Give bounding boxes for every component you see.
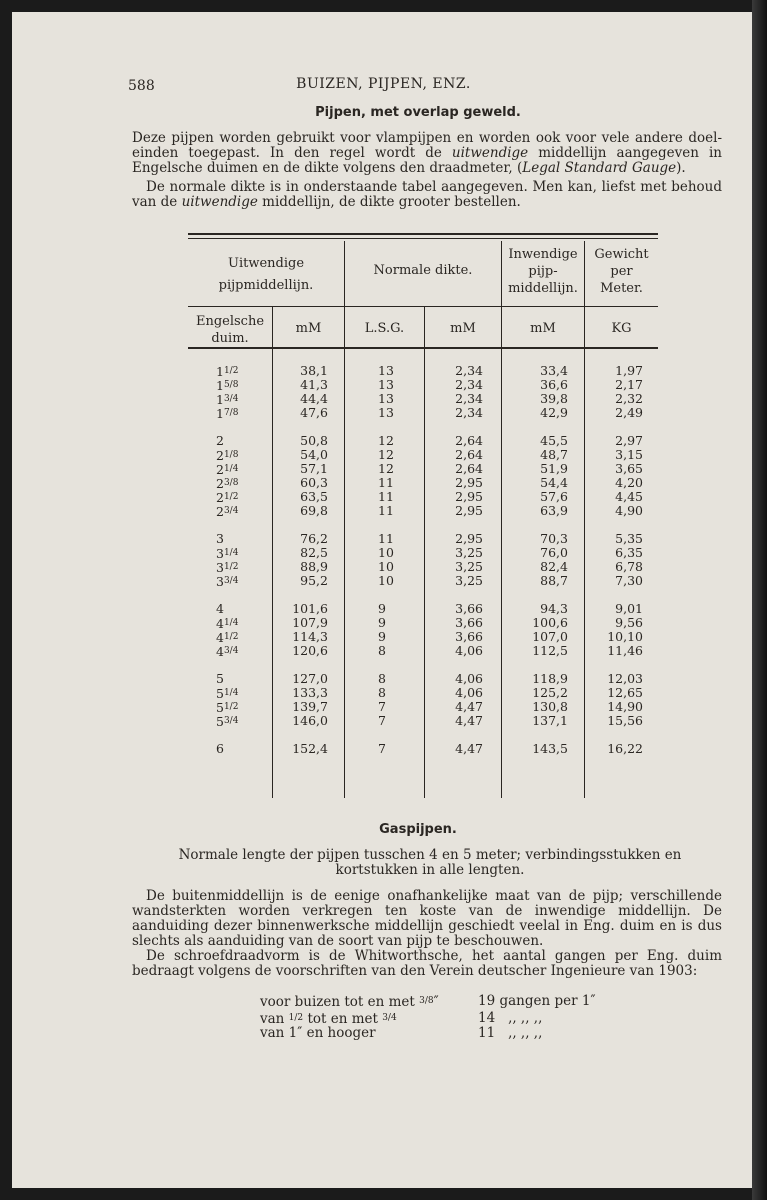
column-duim <box>216 364 272 756</box>
cell-mm: 60,3 <box>300 475 328 490</box>
cell-duim: 4 <box>216 601 224 616</box>
cell-inw: 107,0 <box>532 629 568 644</box>
cell-inw: 70,3 <box>540 531 568 546</box>
cell-inw: 125,2 <box>532 685 568 700</box>
cell-kg: 2,17 <box>615 377 643 392</box>
thread-count-1: 19 gangen per 1″ <box>478 993 596 1009</box>
cell-kg: 6,78 <box>615 559 643 574</box>
cell-lsg: 7 <box>378 699 386 714</box>
cell-duim: $4^{1/2}$ <box>216 630 239 645</box>
pipe-table <box>188 233 658 798</box>
cell-duim: $3^{1/2}$ <box>216 560 239 575</box>
cell-kg: 3,15 <box>615 447 643 462</box>
header-inwendige: Inwendige pijp- middellijn. <box>508 247 578 296</box>
cell-lsg: 11 <box>378 475 394 490</box>
cell-mm: 38,1 <box>300 363 328 378</box>
cell-mm: 101,6 <box>292 601 328 616</box>
cell-kg: 12,65 <box>607 685 643 700</box>
cell-inw: 63,9 <box>540 503 568 518</box>
cell-kg: 10,10 <box>607 629 643 644</box>
cell-mm: 88,9 <box>300 559 328 574</box>
cell-mm: 69,8 <box>300 503 328 518</box>
cell-inw: 33,4 <box>540 363 568 378</box>
cell-inw: 57,6 <box>540 489 568 504</box>
column-mm <box>278 364 328 756</box>
cell-mm: 120,6 <box>292 643 328 658</box>
cell-dikte: 2,95 <box>455 475 483 490</box>
cell-mm: 139,7 <box>292 699 328 714</box>
intro-paragraph-1: Deze pijpen worden gebruikt voor vlampijpen en worden ook voor vele andere doeleinden toegepast. In den regel wordt de uitwendige middellijn aangegeven in Engelsche duimen en de dikte volgens den draadmeter, (Legal Standard Gauge). <box>132 130 722 176</box>
cell-mm: 133,3 <box>292 685 328 700</box>
cell-inw: 45,5 <box>540 433 568 448</box>
cell-inw: 36,6 <box>540 377 568 392</box>
cell-kg: 2,97 <box>615 433 643 448</box>
cell-lsg: 9 <box>378 629 386 644</box>
cell-inw: 130,8 <box>532 699 568 714</box>
cell-duim: 6 <box>216 741 224 756</box>
cell-inw: 54,4 <box>540 475 568 490</box>
cell-dikte: 2,64 <box>455 461 483 476</box>
cell-kg: 7,30 <box>615 573 643 588</box>
cell-mm: 152,4 <box>292 741 328 756</box>
cell-duim: 3 <box>216 531 224 546</box>
cell-kg: 12,03 <box>607 671 643 686</box>
cell-lsg: 9 <box>378 615 386 630</box>
cell-lsg: 12 <box>378 461 394 476</box>
cell-duim: $2^{1/2}$ <box>216 490 239 505</box>
cell-lsg: 7 <box>378 713 386 728</box>
cell-duim: $1^{5/8}$ <box>216 378 239 393</box>
header-gewicht: Gewicht per Meter. <box>594 247 649 296</box>
cell-lsg: 13 <box>378 405 394 420</box>
cell-duim: 2 <box>216 433 224 448</box>
cell-dikte: 4,47 <box>455 699 483 714</box>
cell-mm: 114,3 <box>292 629 328 644</box>
scan-edge <box>752 0 767 1200</box>
cell-lsg: 12 <box>378 447 394 462</box>
cell-dikte: 2,34 <box>455 405 483 420</box>
header-mm-dikte: mM <box>450 321 476 336</box>
thread-line-2: van $^{1/2}$ tot en met $^{3/4}$ <box>260 1011 397 1027</box>
cell-dikte: 3,66 <box>455 615 483 630</box>
cell-dikte: 3,25 <box>455 573 483 588</box>
cell-inw: 39,8 <box>540 391 568 406</box>
gas-paragraph-2: De buitenmiddellijn is de eenige onafhankelijke maat van de pijp; verschillende wandsterkten worden verkregen ten koste van de inwendige middellijn. De aanduiding dezer binnenwerksche middellijn geschiedt veelal in Eng. duim en is dus slechts als aanduiding van de soort van pijp te beschouwen. <box>132 888 722 949</box>
cell-inw: 48,7 <box>540 447 568 462</box>
cell-dikte: 4,06 <box>455 671 483 686</box>
cell-mm: 63,5 <box>300 489 328 504</box>
cell-dikte: 2,95 <box>455 531 483 546</box>
column-gewicht <box>593 364 643 756</box>
header-mm-outer: mM <box>295 321 322 336</box>
cell-duim: $1^{3/4}$ <box>216 392 239 407</box>
cell-mm: 107,9 <box>292 615 328 630</box>
cell-lsg: 11 <box>378 503 394 518</box>
cell-duim: $5^{1/2}$ <box>216 700 239 715</box>
cell-kg: 14,90 <box>607 699 643 714</box>
cell-inw: 76,0 <box>540 545 568 560</box>
cell-dikte: 3,66 <box>455 629 483 644</box>
cell-kg: 4,20 <box>615 475 643 490</box>
cell-dikte: 2,64 <box>455 447 483 462</box>
cell-kg: 9,56 <box>615 615 643 630</box>
cell-inw: 143,5 <box>532 741 568 756</box>
cell-mm: 146,0 <box>292 713 328 728</box>
cell-kg: 4,45 <box>615 489 643 504</box>
section-title-gaspijpen: Gaspijpen. <box>379 822 457 837</box>
cell-inw: 100,6 <box>532 615 568 630</box>
thread-line-1: voor buizen tot en met $^{3/8}$″ <box>260 994 439 1010</box>
cell-lsg: 13 <box>378 377 394 392</box>
cell-duim: $2^{1/8}$ <box>216 448 239 463</box>
cell-mm: 47,6 <box>300 405 328 420</box>
cell-kg: 6,35 <box>615 545 643 560</box>
cell-duim: $2^{3/8}$ <box>216 476 239 491</box>
cell-duim: $3^{3/4}$ <box>216 574 239 589</box>
cell-inw: 51,9 <box>540 461 568 476</box>
cell-inw: 137,1 <box>532 713 568 728</box>
cell-dikte: 2,34 <box>455 391 483 406</box>
cell-kg: 4,90 <box>615 503 643 518</box>
cell-lsg: 8 <box>378 685 386 700</box>
cell-dikte: 3,66 <box>455 601 483 616</box>
column-inwendig <box>508 364 568 756</box>
section-title-pijpen: Pijpen, met overlap geweld. <box>315 105 521 120</box>
cell-duim: 5 <box>216 671 224 686</box>
cell-duim: $1^{7/8}$ <box>216 406 239 421</box>
cell-kg: 1,97 <box>615 363 643 378</box>
cell-lsg: 13 <box>378 363 394 378</box>
cell-duim: $5^{3/4}$ <box>216 714 239 729</box>
cell-lsg: 9 <box>378 601 386 616</box>
cell-mm: 57,1 <box>300 461 328 476</box>
cell-duim: $4^{1/4}$ <box>216 616 239 631</box>
cell-dikte: 3,25 <box>455 545 483 560</box>
cell-kg: 9,01 <box>615 601 643 616</box>
cell-mm: 44,4 <box>300 391 328 406</box>
cell-lsg: 8 <box>378 671 386 686</box>
cell-kg: 16,22 <box>607 741 643 756</box>
cell-inw: 82,4 <box>540 559 568 574</box>
cell-inw: 42,9 <box>540 405 568 420</box>
cell-duim: $4^{3/4}$ <box>216 644 239 659</box>
cell-dikte: 2,64 <box>455 433 483 448</box>
cell-kg: 2,49 <box>615 405 643 420</box>
cell-lsg: 13 <box>378 391 394 406</box>
cell-mm: 41,3 <box>300 377 328 392</box>
cell-dikte: 3,25 <box>455 559 483 574</box>
gas-paragraph-3: De schroefdraadvorm is de Whitworthsche, het aantal gangen per Eng. duim bedraagt volgens de voorschriften van den Verein deutscher Ingenieure van 1903: <box>132 948 722 979</box>
cell-duim: $2^{3/4}$ <box>216 504 239 519</box>
cell-inw: 88,7 <box>540 573 568 588</box>
cell-kg: 5,35 <box>615 531 643 546</box>
thread-line-3: van 1″ en hooger <box>260 1025 376 1041</box>
cell-mm: 50,8 <box>300 433 328 448</box>
cell-dikte: 4,06 <box>455 685 483 700</box>
thread-count-2: 14 ,, ,, ,, <box>478 1010 543 1026</box>
cell-dikte: 4,47 <box>455 741 483 756</box>
cell-duim: $1^{1/2}$ <box>216 364 239 379</box>
cell-mm: 76,2 <box>300 531 328 546</box>
cell-inw: 94,3 <box>540 601 568 616</box>
header-mm-inwendig: mM <box>530 321 556 336</box>
cell-duim: $5^{1/4}$ <box>216 686 239 701</box>
cell-kg: 11,46 <box>607 643 643 658</box>
cell-lsg: 11 <box>378 531 394 546</box>
cell-dikte: 2,34 <box>455 363 483 378</box>
cell-duim: $3^{1/4}$ <box>216 546 239 561</box>
cell-lsg: 10 <box>378 559 394 574</box>
cell-dikte: 2,34 <box>455 377 483 392</box>
cell-inw: 118,9 <box>532 671 568 686</box>
cell-mm: 95,2 <box>300 573 328 588</box>
column-lsg <box>378 364 408 756</box>
cell-inw: 112,5 <box>532 643 568 658</box>
cell-kg: 2,32 <box>615 391 643 406</box>
header-engelsche-duim: Engelsche duim. <box>195 314 265 346</box>
cell-dikte: 2,95 <box>455 489 483 504</box>
cell-lsg: 8 <box>378 643 386 658</box>
cell-dikte: 2,95 <box>455 503 483 518</box>
cell-mm: 127,0 <box>292 671 328 686</box>
column-dikte <box>443 364 483 756</box>
cell-lsg: 10 <box>378 573 394 588</box>
cell-dikte: 4,06 <box>455 643 483 658</box>
thread-count-3: 11 ,, ,, ,, <box>478 1025 543 1041</box>
cell-mm: 54,0 <box>300 447 328 462</box>
header-normale-dikte: Normale dikte. <box>373 263 473 278</box>
page-number: 588 <box>128 78 155 94</box>
header-lsg: L.S.G. <box>364 321 405 336</box>
cell-lsg: 11 <box>378 489 394 504</box>
running-title: BUIZEN, PIJPEN, ENZ. <box>296 76 471 92</box>
cell-lsg: 12 <box>378 433 394 448</box>
cell-kg: 15,56 <box>607 713 643 728</box>
intro-paragraph-2: De normale dikte is in onderstaande tabel aangegeven. Men kan, liefst met behoud van de uitwendige middellijn, de dikte grooter bestellen. <box>132 179 722 210</box>
cell-kg: 3,65 <box>615 461 643 476</box>
cell-duim: $2^{1/4}$ <box>216 462 239 477</box>
cell-mm: 82,5 <box>300 545 328 560</box>
cell-dikte: 4,47 <box>455 713 483 728</box>
cell-lsg: 7 <box>378 741 386 756</box>
cell-lsg: 10 <box>378 545 394 560</box>
gas-paragraph-1: Normale lengte der pijpen tusschen 4 en 5 meter; verbindingsstukken en kortstukken in alle lengten. <box>178 847 682 878</box>
header-kg: KG <box>611 321 632 336</box>
header-uitwendige: Uitwendige pijpmiddellijn. <box>218 256 314 293</box>
